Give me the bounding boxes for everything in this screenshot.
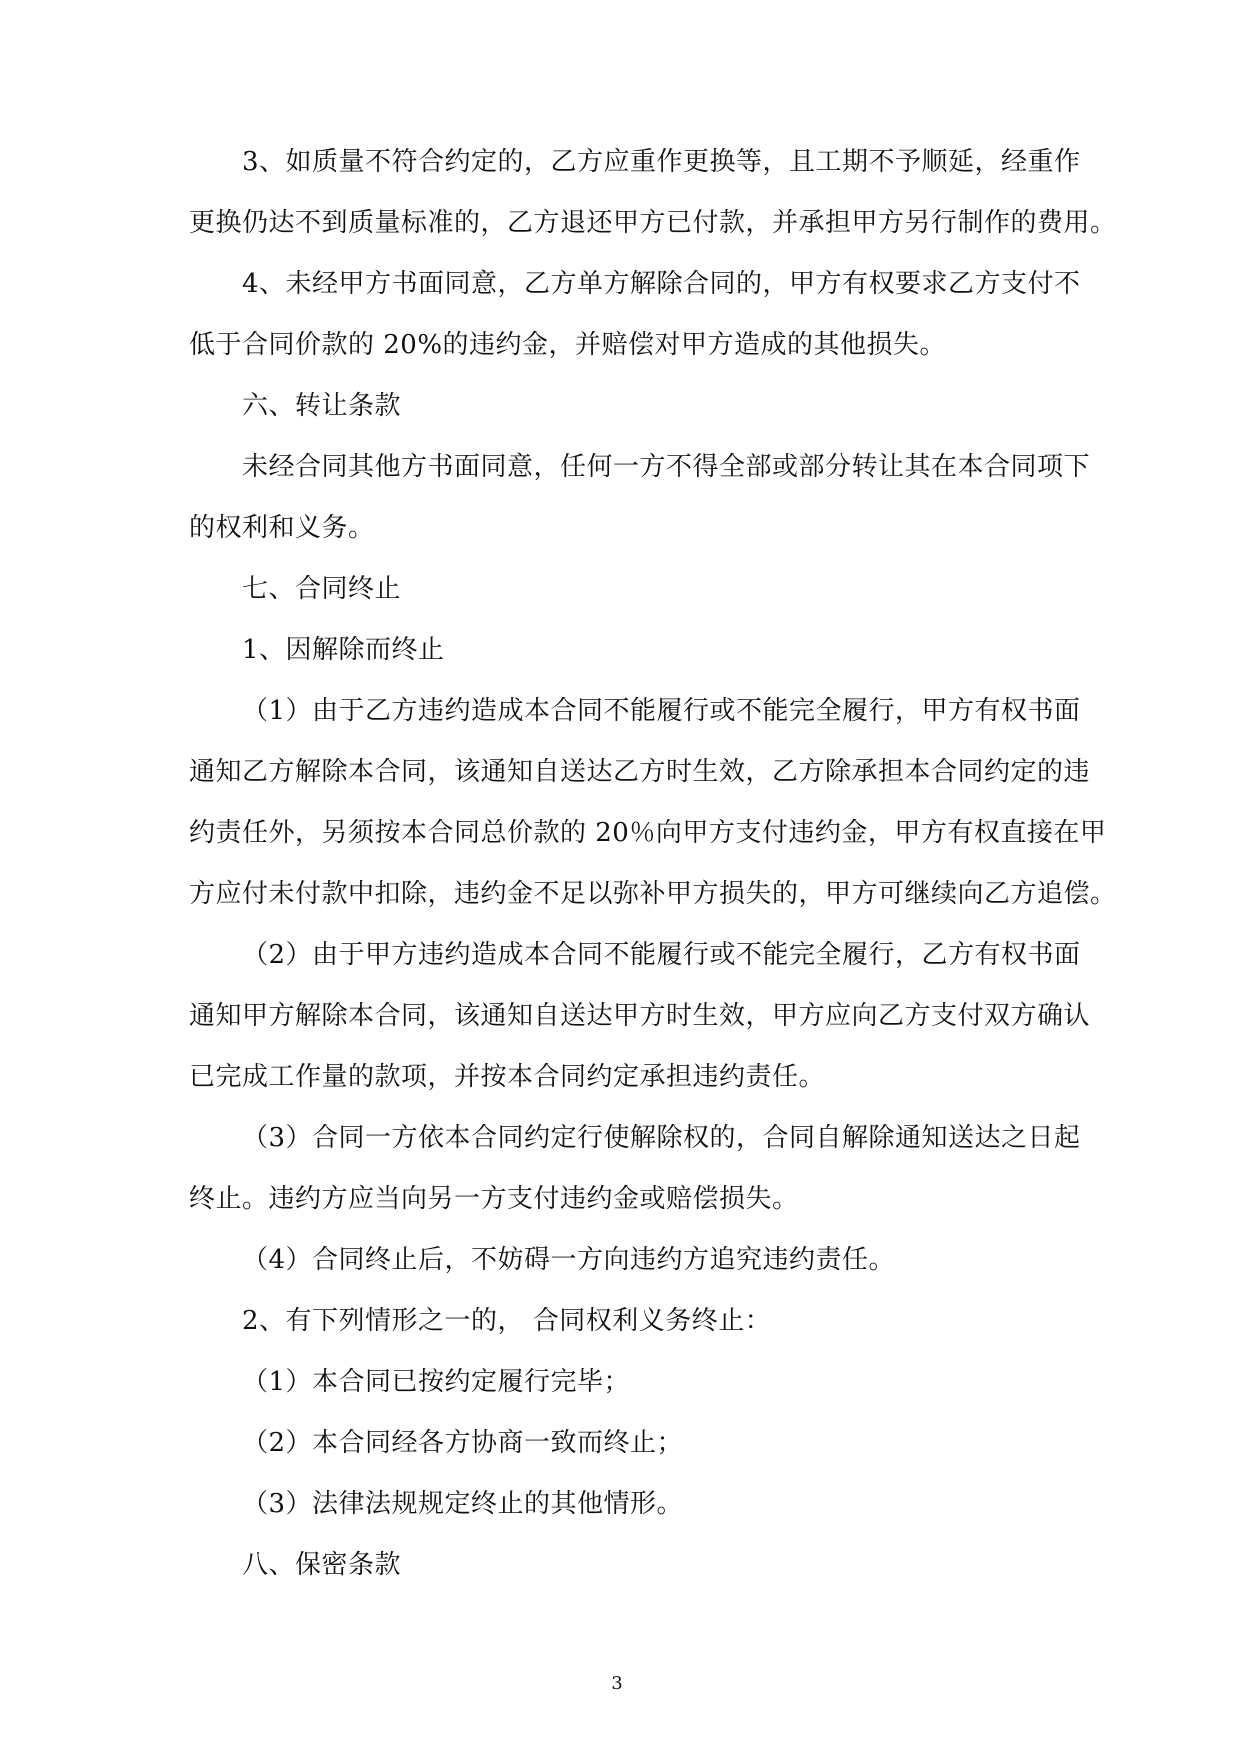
list-item: （2）本合同经各方协商一致而终止； bbox=[242, 1428, 684, 1458]
paragraph-line: 未经合同其他方书面同意，任何一方不得全部或部分转让其在本合同项下 bbox=[242, 452, 1091, 482]
list-item: （1）本合同已按约定履行完毕； bbox=[242, 1367, 631, 1397]
section-heading: 八、保密条款 bbox=[242, 1550, 402, 1580]
paragraph-line: 的权利和义务。 bbox=[189, 513, 375, 543]
paragraph-line: （3）合同一方依本合同约定行使解除权的，合同自解除通知送达之日起 bbox=[242, 1123, 1081, 1153]
subsection-heading: 2、有下列情形之一的， 合同权利义务终止： bbox=[242, 1306, 772, 1336]
paragraph-line: 方应付未付款中扣除，违约金不足以弥补甲方损失的，甲方可继续向乙方追偿。 bbox=[189, 879, 1117, 909]
paragraph-line: 终止。违约方应当向另一方支付违约金或赔偿损失。 bbox=[189, 1184, 799, 1214]
page-number: 3 bbox=[611, 1673, 623, 1694]
section-heading: 七、合同终止 bbox=[242, 574, 402, 604]
paragraph-line: （1）由于乙方违约造成本合同不能履行或不能完全履行，甲方有权书面 bbox=[242, 696, 1081, 726]
paragraph-line: （2）由于甲方违约造成本合同不能履行或不能完全履行，乙方有权书面 bbox=[242, 940, 1081, 970]
paragraph-line: 低于合同价款的 20%的违约金，并赔偿对甲方造成的其他损失。 bbox=[189, 330, 947, 360]
section-heading: 六、转让条款 bbox=[242, 391, 402, 421]
paragraph-line: （4）合同终止后，不妨碍一方向违约方追究违约责任。 bbox=[242, 1245, 896, 1275]
paragraph-line: 通知乙方解除本合同，该通知自送达乙方时生效，乙方除承担本合同约定的违 bbox=[189, 757, 1091, 787]
list-item: （3）法律法规规定终止的其他情形。 bbox=[242, 1489, 684, 1519]
paragraph-line: 约责任外，另须按本合同总价款的 20％向甲方支付违约金，甲方有权直接在甲 bbox=[189, 818, 1107, 848]
paragraph-line: 已完成工作量的款项，并按本合同约定承担违约责任。 bbox=[189, 1062, 826, 1092]
paragraph-line: 通知甲方解除本合同，该通知自送达甲方时生效，甲方应向乙方支付双方确认 bbox=[189, 1001, 1091, 1031]
paragraph-line: 3、如质量不符合约定的，乙方应重作更换等，且工期不予顺延，经重作 bbox=[242, 147, 1081, 177]
paragraph-line: 4、未经甲方书面同意，乙方单方解除合同的，甲方有权要求乙方支付不 bbox=[242, 269, 1081, 299]
subsection-heading: 1、因解除而终止 bbox=[242, 635, 445, 665]
paragraph-line: 更换仍达不到质量标准的，乙方退还甲方已付款，并承担甲方另行制作的费用。 bbox=[189, 208, 1117, 238]
